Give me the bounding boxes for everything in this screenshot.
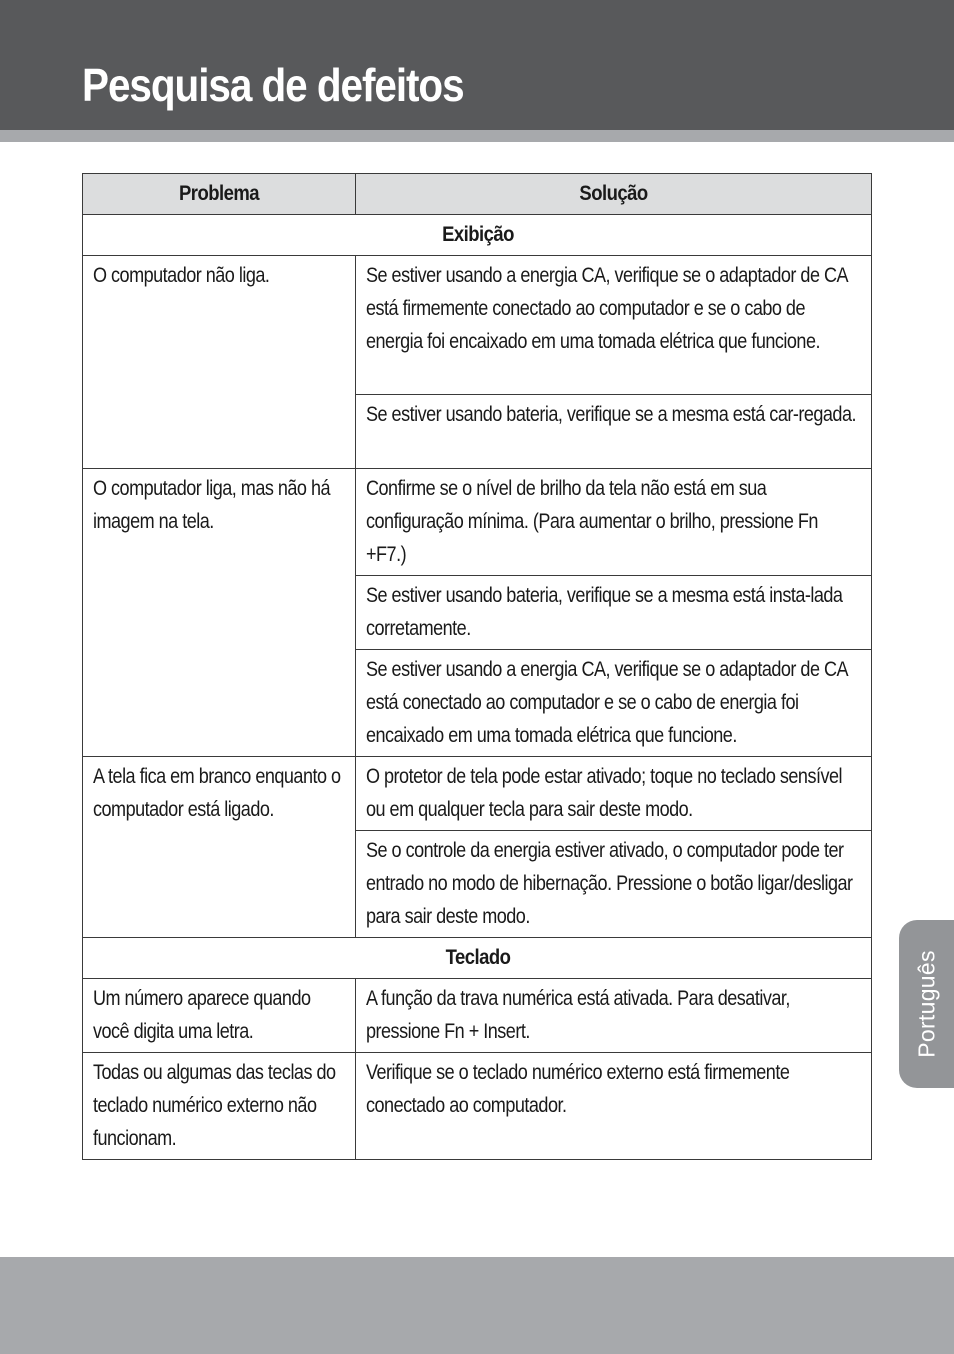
column-header-problem: Problema [83,174,356,215]
column-header-solution: Solução [356,174,872,215]
solution-cell: Verifique se o teclado numérico externo está firmemente conectado ao computador. [356,1053,872,1160]
solution-cell: A função da trava numérica está ativada. Para desativar, pressione Fn + Insert. [356,979,872,1053]
solution-cell: Se o controle da energia estiver ativado, o computador pode ter entrado no modo de hibernação. Pressione o botão ligar/desligar para sair deste modo. [356,831,872,938]
footer-band [0,1257,954,1354]
page-title: Pesquisa de defeitos [82,59,464,111]
problem-cell: O computador liga, mas não há imagem na tela. [83,469,356,757]
section-title: Teclado [83,938,872,979]
solution-cell: Se estiver usando bateria, verifique se a mesma está insta-lada corretamente. [356,576,872,650]
solution-cell: Se estiver usando a energia CA, verifique se o adaptador de CA está firmemente conectado ao computador e se o cabo de energia foi encaixado em uma tomada elétrica que funcione. [356,256,872,395]
solution-cell: Se estiver usando bateria, verifique se a mesma está car-regada. [356,395,872,469]
solution-cell: O protetor de tela pode estar ativado; toque no teclado sensível ou em qualquer tecla para sair deste modo. [356,757,872,831]
language-tab-label: Português [913,950,939,1058]
table-row [83,256,872,395]
section-row-display [83,215,872,256]
language-tab[interactable] [899,920,954,1088]
solution-cell: Se estiver usando a energia CA, verifique se o adaptador de CA está conectado ao computador e se o cabo de energia foi encaixado em uma tomada elétrica que funcione. [356,650,872,757]
problem-cell: A tela fica em branco enquanto o computador está ligado. [83,757,356,938]
section-title: Exibição [83,215,872,256]
header-stripe [0,130,954,142]
table-row [83,979,872,1053]
table-header-row [83,174,872,215]
problem-cell: Um número aparece quando você digita uma letra. [83,979,356,1053]
solution-cell: Confirme se o nível de brilho da tela não está em sua configuração mínima. (Para aumentar o brilho, pressione Fn +F7.) [356,469,872,576]
table-row [83,1053,872,1160]
section-row-keyboard [83,938,872,979]
problem-cell: O computador não liga. [83,256,356,469]
table-row [83,469,872,576]
problem-cell: Todas ou algumas das teclas do teclado numérico externo não funcionam. [83,1053,356,1160]
troubleshooting-table [82,173,872,1160]
table-row [83,757,872,831]
